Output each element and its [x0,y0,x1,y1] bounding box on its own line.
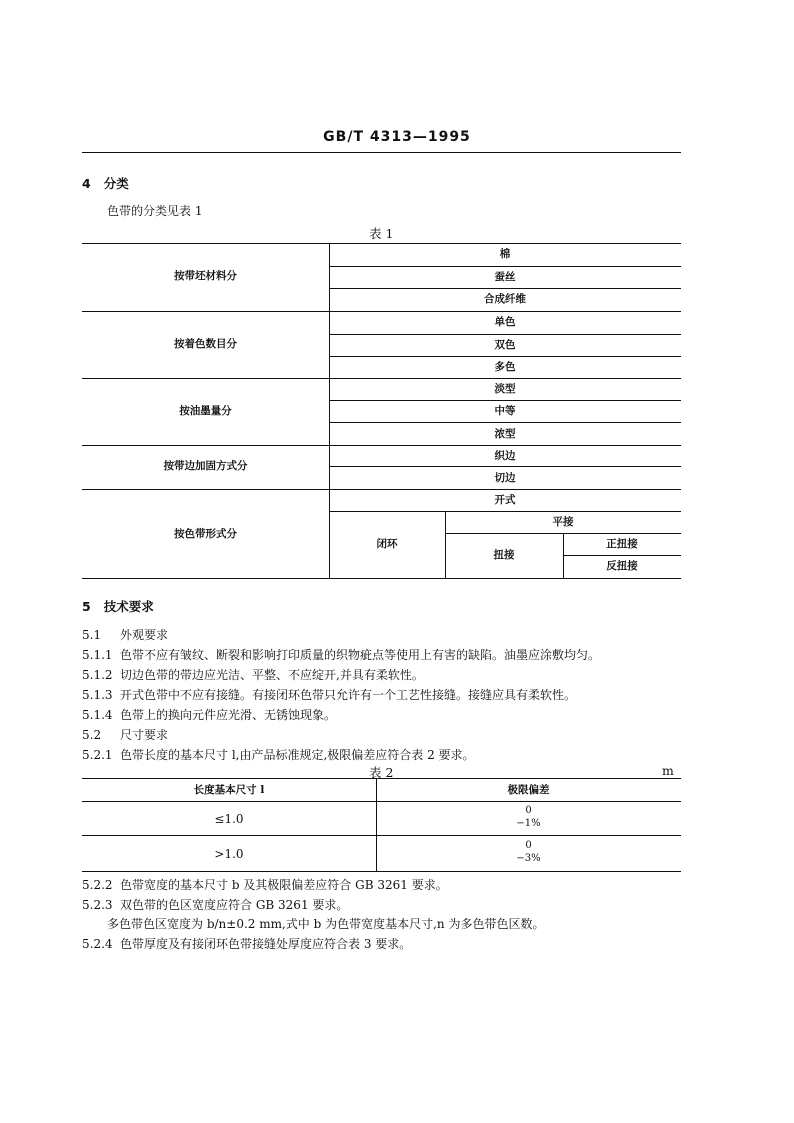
clause-number: 5.1.4 [82,708,113,722]
clause [82,666,424,683]
clause-number: 5.1.2 [82,668,113,682]
table-rule [82,871,681,872]
section-4-title: 分类 [103,176,129,191]
table-1-group-label: 按着色数目分 [174,338,237,350]
clause [82,626,168,643]
table-rule [82,578,681,579]
table-rule [82,445,681,446]
table-1-item: 织边 [494,450,516,462]
clause-text: 色带宽度的基本尺寸 b 及其极限偏差应符合 GB 3261 要求。 [120,878,448,892]
clause-text: 尺寸要求 [120,728,169,742]
table-rule [82,835,681,836]
clause-continuation: 多色带色区宽度为 b/n±0.2 mm,式中 b 为色带宽度基本尺寸,n 为多色带色区数。 [107,917,545,931]
clause-text: 切边色带的带边应光洁、平整、不应绽开,并具有柔软性。 [120,668,424,682]
table-1-item-pos-twist: 正扭接 [606,538,638,550]
clause-number: 5.2.3 [82,898,113,912]
clause-number: 5.2.4 [82,937,113,951]
table-rule [82,378,681,379]
section-4-intro: 色带的分类见表 1 [107,204,203,218]
table-1-item: 多色 [494,361,516,373]
table-1-item-open: 开式 [494,494,516,506]
clause-text: 色带上的换向元件应光滑、无锈蚀现象。 [120,708,337,722]
table-1-item: 棉 [499,248,511,260]
table-rule [329,400,681,401]
table-rule [329,511,681,512]
table-1-item: 蚕丝 [494,271,516,283]
table-rule [329,466,681,467]
clause-text: 双色带的色区宽度应符合 GB 3261 要求。 [120,898,349,912]
clause [82,896,348,913]
table-2-lower: −1% [516,818,541,829]
clause [82,935,411,952]
table-2-upper: 0 [525,805,532,816]
clause [82,686,576,703]
clause [82,746,475,763]
clause-number: 5.1.3 [82,688,113,702]
table-rule [329,334,681,335]
table-1-item-neg-twist: 反扭接 [606,560,638,572]
table-2-upper: 0 [525,840,532,851]
table-1-item: 双色 [494,339,516,351]
table-rule [82,311,681,312]
clause-number: 5.1 [82,628,102,642]
clause-text: 开式色带中不应有接缝。有接闭环色带只允许有一个工艺性接缝。接缝应具有柔软性。 [120,688,577,702]
table-1-item-flat: 平接 [552,516,574,528]
table-rule [329,266,681,267]
section-5-heading [82,597,154,615]
table-1-item: 浓型 [494,428,516,440]
table-2-size: >1.0 [214,847,244,861]
clause-number: 5.2 [82,728,102,742]
table-1-item: 单色 [494,316,516,328]
section-4-number: 4 [82,176,91,191]
table-rule [82,243,681,244]
table-1-group-label: 按带坯材料分 [174,270,237,282]
table-1-item-twist: 扭接 [493,549,515,561]
table-1-group-label: 按油墨量分 [179,405,232,417]
table-rule [329,288,681,289]
table-1-item: 中等 [494,405,516,417]
section-5-title: 技术要求 [103,599,154,614]
table-1-item: 合成纤维 [484,293,526,305]
table-rule [563,555,681,556]
table-1-item: 淡型 [494,383,516,395]
standard-number: GB/T 4313—1995 [323,129,471,145]
header-rule [82,152,681,153]
table-rule [82,489,681,490]
table-1-group-label: 按带边加固方式分 [163,460,248,472]
table-rule [82,801,681,802]
table-rule [329,356,681,357]
table-2-caption: 表 2 [369,765,394,780]
clause [82,726,168,743]
table-2-header-size: 长度基本尺寸 l [193,784,265,796]
clause-text: 色带长度的基本尺寸 l,由产品标准规定,极限偏差应符合表 2 要求。 [120,748,475,762]
clause [82,706,336,723]
table-1-item: 切边 [494,472,516,484]
table-2-lower: −3% [516,853,541,864]
clause-number: 5.2.1 [82,748,113,762]
clause [82,646,600,663]
clause-number: 5.2.2 [82,878,113,892]
table-1-item-closed: 闭环 [376,538,398,550]
table-rule [82,778,681,779]
table-1-group-label: 按色带形式分 [174,528,237,540]
clause [82,876,448,893]
clause-number: 5.1.1 [82,648,113,662]
table-1-caption: 表 1 [369,226,394,241]
clause-text: 色带不应有皱纹、断裂和影响打印质量的织物疵点等使用上有害的缺陷。油墨应涂敷均匀。 [120,648,601,662]
section-4-heading [82,174,129,192]
table-2-header-deviation: 极限偏差 [507,784,550,796]
clause-text: 色带厚度及有接闭环色带接缝处厚度应符合表 3 要求。 [120,937,412,951]
table-2-unit: m [662,763,674,778]
section-5-number: 5 [82,599,91,614]
clause-text: 外观要求 [120,628,169,642]
table-2-size: ≤1.0 [214,812,244,826]
table-rule [329,422,681,423]
